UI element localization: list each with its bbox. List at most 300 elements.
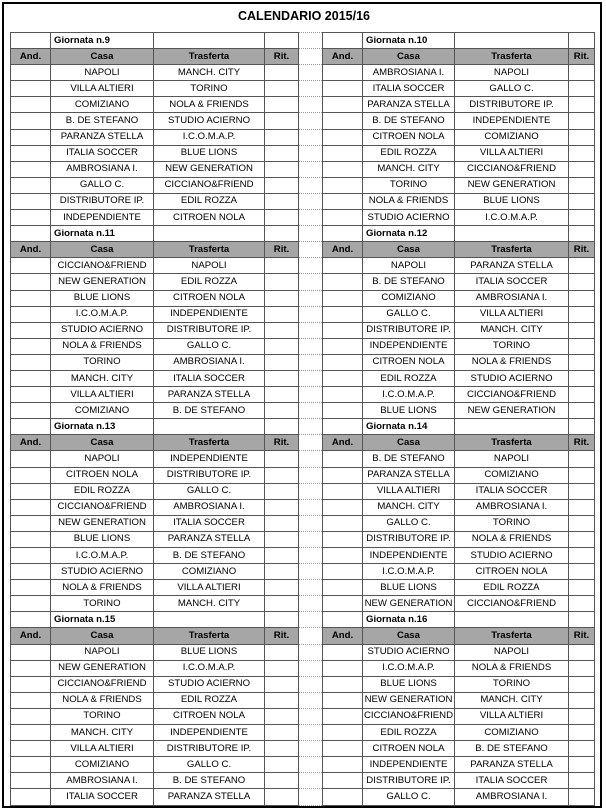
gap-cell: [299, 467, 323, 483]
header-trasferta: Trasferta: [154, 628, 265, 644]
home-team: NAPOLI: [363, 258, 455, 274]
rit-score-cell: [265, 708, 299, 724]
column-header-row: [11, 242, 595, 258]
home-team: INDEPENDIENTE: [363, 338, 455, 354]
home-team: DISTRIBUTORE IP.: [363, 531, 455, 547]
gap-cell: [299, 338, 323, 354]
rit-score-cell: [265, 161, 299, 177]
and-score-cell: [323, 258, 363, 274]
gap-cell: [299, 322, 323, 338]
away-team: STUDIO ACIERNO: [455, 548, 569, 564]
header-rit: Rit.: [265, 435, 299, 451]
home-team: B. DE STEFANO: [363, 113, 455, 129]
rit-score-cell: [265, 65, 299, 81]
rit-score-cell: [569, 193, 595, 209]
rit-score-cell: [265, 741, 299, 757]
home-team: B. DE STEFANO: [51, 113, 154, 129]
rit-score-cell: [265, 258, 299, 274]
home-team: VILLA ALTIERI: [363, 483, 455, 499]
home-team: NEW GENERATION: [51, 515, 154, 531]
and-score-cell: [11, 580, 51, 596]
away-team: GALLO C.: [154, 338, 265, 354]
header-and: And.: [11, 435, 51, 451]
blank-cell: [323, 419, 363, 435]
away-team: I.C.O.M.A.P.: [455, 210, 569, 226]
home-team: CICCIANO&FRIEND: [51, 676, 154, 692]
rit-score-cell: [265, 499, 299, 515]
rit-score-cell: [569, 564, 595, 580]
gap-cell: [299, 145, 323, 161]
home-team: DISTRIBUTORE IP.: [363, 773, 455, 789]
rit-score-cell: [569, 338, 595, 354]
gap-cell: [299, 129, 323, 145]
gap-cell: [299, 741, 323, 757]
away-team: ITALIA SOCCER: [455, 483, 569, 499]
away-team: TORINO: [455, 676, 569, 692]
home-team: NOLA & FRIENDS: [51, 338, 154, 354]
away-team: COMIZIANO: [455, 129, 569, 145]
matchday-title-row: [11, 226, 595, 242]
gap-cell: [299, 210, 323, 226]
away-team: TORINO: [455, 515, 569, 531]
gap-cell: [299, 725, 323, 741]
home-team: CITROEN NOLA: [51, 467, 154, 483]
away-team: NEW GENERATION: [455, 403, 569, 419]
and-score-cell: [11, 515, 51, 531]
rit-score-cell: [265, 193, 299, 209]
rit-score-cell: [569, 499, 595, 515]
and-score-cell: [323, 660, 363, 676]
column-header-row: [11, 628, 595, 644]
home-team: CITROEN NOLA: [363, 129, 455, 145]
away-team: B. DE STEFANO: [154, 773, 265, 789]
away-team: TORINO: [154, 81, 265, 97]
match-row: [11, 274, 595, 290]
away-team: B. DE STEFANO: [154, 403, 265, 419]
rit-score-cell: [569, 290, 595, 306]
gap-cell: [299, 692, 323, 708]
rit-score-cell: [569, 548, 595, 564]
home-team: GALLO C.: [363, 515, 455, 531]
gap-cell: [299, 49, 323, 65]
calendar-title: CALENDARIO 2015/16: [238, 9, 370, 23]
home-team: COMIZIANO: [51, 97, 154, 113]
gap-cell: [299, 596, 323, 612]
match-row: [11, 725, 595, 741]
match-row: [11, 145, 595, 161]
away-team: NOLA & FRIENDS: [455, 354, 569, 370]
home-team: PARANZA STELLA: [363, 467, 455, 483]
gap-cell: [299, 177, 323, 193]
away-team: NAPOLI: [455, 451, 569, 467]
home-team: GALLO C.: [363, 789, 455, 805]
header-and: And.: [323, 242, 363, 258]
away-team: NEW GENERATION: [154, 161, 265, 177]
home-team: CITROEN NOLA: [363, 741, 455, 757]
home-team: GALLO C.: [51, 177, 154, 193]
gap-cell: [299, 548, 323, 564]
rit-score-cell: [569, 676, 595, 692]
home-team: PARANZA STELLA: [51, 129, 154, 145]
and-score-cell: [323, 65, 363, 81]
and-score-cell: [11, 725, 51, 741]
home-team: GALLO C.: [363, 306, 455, 322]
rit-score-cell: [569, 483, 595, 499]
match-row: [11, 548, 595, 564]
home-team: NAPOLI: [51, 451, 154, 467]
rit-score-cell: [569, 644, 595, 660]
schedule-table: [10, 32, 595, 806]
rit-score-cell: [265, 113, 299, 129]
and-score-cell: [11, 644, 51, 660]
gap-cell: [299, 193, 323, 209]
and-score-cell: [11, 354, 51, 370]
and-score-cell: [11, 370, 51, 386]
and-score-cell: [11, 708, 51, 724]
gap-cell: [299, 419, 323, 435]
away-team: NEW GENERATION: [455, 177, 569, 193]
gap-cell: [299, 660, 323, 676]
rit-score-cell: [265, 81, 299, 97]
header-and: And.: [323, 435, 363, 451]
header-rit: Rit.: [265, 49, 299, 65]
and-score-cell: [11, 387, 51, 403]
header-rit: Rit.: [265, 242, 299, 258]
away-team: BLUE LIONS: [154, 644, 265, 660]
rit-score-cell: [265, 676, 299, 692]
rit-score-cell: [265, 773, 299, 789]
home-team: BLUE LIONS: [363, 580, 455, 596]
blank-cell: [11, 612, 51, 628]
rit-score-cell: [569, 403, 595, 419]
and-score-cell: [11, 403, 51, 419]
away-team: ITALIA SOCCER: [154, 370, 265, 386]
match-row: [11, 676, 595, 692]
rit-score-cell: [265, 692, 299, 708]
and-score-cell: [323, 210, 363, 226]
rit-score-cell: [569, 354, 595, 370]
away-team: DISTRIBUTORE IP.: [455, 97, 569, 113]
rit-score-cell: [569, 725, 595, 741]
away-team: NAPOLI: [154, 258, 265, 274]
rit-score-cell: [569, 451, 595, 467]
and-score-cell: [323, 580, 363, 596]
home-team: BLUE LIONS: [363, 676, 455, 692]
rit-score-cell: [265, 789, 299, 805]
and-score-cell: [323, 789, 363, 805]
match-row: [11, 789, 595, 805]
header-and: And.: [11, 628, 51, 644]
gap-cell: [299, 612, 323, 628]
gap-cell: [299, 435, 323, 451]
away-team: VILLA ALTIERI: [455, 145, 569, 161]
home-team: BLUE LIONS: [51, 290, 154, 306]
and-score-cell: [11, 692, 51, 708]
and-score-cell: [323, 338, 363, 354]
and-score-cell: [11, 145, 51, 161]
away-team: NOLA & FRIENDS: [455, 660, 569, 676]
rit-score-cell: [265, 387, 299, 403]
rit-score-cell: [265, 290, 299, 306]
match-row: [11, 451, 595, 467]
match-row: [11, 65, 595, 81]
rit-score-cell: [265, 548, 299, 564]
blank-cell: [154, 226, 265, 242]
home-team: CICCIANO&FRIEND: [51, 258, 154, 274]
and-score-cell: [11, 548, 51, 564]
and-score-cell: [11, 210, 51, 226]
blank-cell: [154, 612, 265, 628]
away-team: STUDIO ACIERNO: [455, 370, 569, 386]
away-team: PARANZA STELLA: [154, 387, 265, 403]
matchday-title-row: [11, 419, 595, 435]
and-score-cell: [323, 451, 363, 467]
and-score-cell: [11, 113, 51, 129]
rit-score-cell: [569, 177, 595, 193]
blank-cell: [455, 612, 569, 628]
rit-score-cell: [265, 564, 299, 580]
away-team: COMIZIANO: [154, 564, 265, 580]
header-trasferta: Trasferta: [154, 242, 265, 258]
rit-score-cell: [265, 97, 299, 113]
home-team: ITALIA SOCCER: [51, 145, 154, 161]
home-team: COMIZIANO: [363, 290, 455, 306]
home-team: ITALIA SOCCER: [363, 81, 455, 97]
rit-score-cell: [569, 274, 595, 290]
and-score-cell: [11, 290, 51, 306]
home-team: EDIL ROZZA: [363, 370, 455, 386]
and-score-cell: [11, 338, 51, 354]
gap-cell: [299, 757, 323, 773]
away-team: B. DE STEFANO: [154, 548, 265, 564]
matchday-title: Giornata n.12: [363, 226, 455, 242]
home-team: TORINO: [363, 177, 455, 193]
rit-score-cell: [569, 596, 595, 612]
rit-score-cell: [569, 580, 595, 596]
rit-score-cell: [569, 387, 595, 403]
and-score-cell: [11, 531, 51, 547]
home-team: STUDIO ACIERNO: [51, 564, 154, 580]
away-team: DISTRIBUTORE IP.: [154, 741, 265, 757]
rit-score-cell: [569, 97, 595, 113]
gap-cell: [299, 676, 323, 692]
away-team: COMIZIANO: [455, 467, 569, 483]
home-team: I.C.O.M.A.P.: [51, 306, 154, 322]
and-score-cell: [11, 741, 51, 757]
match-row: [11, 306, 595, 322]
home-team: BLUE LIONS: [51, 531, 154, 547]
rit-score-cell: [265, 322, 299, 338]
matchday-title: Giornata n.13: [51, 419, 154, 435]
match-row: [11, 129, 595, 145]
and-score-cell: [11, 676, 51, 692]
and-score-cell: [11, 499, 51, 515]
rit-score-cell: [265, 467, 299, 483]
away-team: NOLA & FRIENDS: [154, 97, 265, 113]
and-score-cell: [11, 773, 51, 789]
and-score-cell: [11, 789, 51, 805]
home-team: VILLA ALTIERI: [51, 81, 154, 97]
away-team: BLUE LIONS: [154, 145, 265, 161]
home-team: I.C.O.M.A.P.: [51, 548, 154, 564]
header-casa: Casa: [51, 628, 154, 644]
and-score-cell: [11, 564, 51, 580]
home-team: I.C.O.M.A.P.: [363, 660, 455, 676]
and-score-cell: [323, 177, 363, 193]
and-score-cell: [11, 81, 51, 97]
and-score-cell: [323, 370, 363, 386]
gap-cell: [299, 242, 323, 258]
blank-cell: [265, 419, 299, 435]
and-score-cell: [11, 193, 51, 209]
home-team: INDEPENDIENTE: [363, 757, 455, 773]
match-row: [11, 515, 595, 531]
match-row: [11, 660, 595, 676]
rit-score-cell: [569, 161, 595, 177]
and-score-cell: [323, 644, 363, 660]
blank-cell: [569, 226, 595, 242]
away-team: EDIL ROZZA: [154, 274, 265, 290]
match-row: [11, 483, 595, 499]
and-score-cell: [323, 596, 363, 612]
home-team: STUDIO ACIERNO: [363, 210, 455, 226]
home-team: MANCH. CITY: [363, 161, 455, 177]
match-row: [11, 193, 595, 209]
header-and: And.: [323, 628, 363, 644]
match-row: [11, 596, 595, 612]
home-team: MANCH. CITY: [363, 499, 455, 515]
match-row: [11, 757, 595, 773]
and-score-cell: [323, 113, 363, 129]
match-row: [11, 210, 595, 226]
away-team: INDEPENDIENTE: [455, 113, 569, 129]
match-row: [11, 113, 595, 129]
gap-cell: [299, 113, 323, 129]
away-team: CITROEN NOLA: [154, 708, 265, 724]
and-score-cell: [323, 548, 363, 564]
and-score-cell: [323, 531, 363, 547]
and-score-cell: [11, 467, 51, 483]
away-team: PARANZA STELLA: [455, 757, 569, 773]
rit-score-cell: [569, 145, 595, 161]
home-team: TORINO: [51, 708, 154, 724]
home-team: EDIL ROZZA: [363, 725, 455, 741]
and-score-cell: [11, 65, 51, 81]
header-trasferta: Trasferta: [455, 242, 569, 258]
match-row: [11, 370, 595, 386]
header-casa: Casa: [51, 49, 154, 65]
rit-score-cell: [569, 515, 595, 531]
blank-cell: [265, 612, 299, 628]
blank-cell: [569, 419, 595, 435]
rit-score-cell: [569, 467, 595, 483]
match-row: [11, 338, 595, 354]
away-team: VILLA ALTIERI: [455, 306, 569, 322]
rit-score-cell: [265, 757, 299, 773]
and-score-cell: [323, 757, 363, 773]
rit-score-cell: [569, 129, 595, 145]
away-team: PARANZA STELLA: [154, 789, 265, 805]
matchday-title: Giornata n.11: [51, 226, 154, 242]
and-score-cell: [323, 708, 363, 724]
away-team: MANCH. CITY: [455, 322, 569, 338]
blank-cell: [265, 33, 299, 49]
gap-cell: [299, 226, 323, 242]
rit-score-cell: [569, 210, 595, 226]
and-score-cell: [11, 177, 51, 193]
away-team: GALLO C.: [455, 81, 569, 97]
home-team: MANCH. CITY: [51, 370, 154, 386]
blank-cell: [323, 33, 363, 49]
header-and: And.: [11, 49, 51, 65]
match-row: [11, 644, 595, 660]
gap-cell: [299, 628, 323, 644]
and-score-cell: [11, 757, 51, 773]
home-team: NEW GENERATION: [51, 274, 154, 290]
match-row: [11, 177, 595, 193]
header-casa: Casa: [363, 242, 455, 258]
match-row: [11, 290, 595, 306]
rit-score-cell: [569, 773, 595, 789]
rit-score-cell: [265, 451, 299, 467]
gap-cell: [299, 274, 323, 290]
column-header-row: [11, 49, 595, 65]
away-team: AMBROSIANA I.: [154, 354, 265, 370]
rit-score-cell: [569, 322, 595, 338]
away-team: INDEPENDIENTE: [154, 451, 265, 467]
rit-score-cell: [265, 580, 299, 596]
and-score-cell: [323, 692, 363, 708]
header-trasferta: Trasferta: [455, 49, 569, 65]
away-team: AMBROSIANA I.: [455, 789, 569, 805]
home-team: NOLA & FRIENDS: [51, 580, 154, 596]
home-team: EDIL ROZZA: [51, 483, 154, 499]
rit-score-cell: [265, 725, 299, 741]
and-score-cell: [323, 274, 363, 290]
and-score-cell: [11, 483, 51, 499]
home-team: NOLA & FRIENDS: [51, 692, 154, 708]
and-score-cell: [11, 322, 51, 338]
away-team: CITROEN NOLA: [154, 210, 265, 226]
match-row: [11, 97, 595, 113]
away-team: NAPOLI: [455, 644, 569, 660]
header-trasferta: Trasferta: [154, 435, 265, 451]
and-score-cell: [323, 290, 363, 306]
and-score-cell: [11, 596, 51, 612]
gap-cell: [299, 97, 323, 113]
home-team: EDIL ROZZA: [363, 145, 455, 161]
header-casa: Casa: [51, 242, 154, 258]
away-team: CICCIANO&FRIEND: [455, 596, 569, 612]
rit-score-cell: [265, 596, 299, 612]
and-score-cell: [323, 161, 363, 177]
header-casa: Casa: [363, 49, 455, 65]
match-row: [11, 322, 595, 338]
blank-cell: [455, 419, 569, 435]
rit-score-cell: [569, 81, 595, 97]
away-team: CITROEN NOLA: [154, 290, 265, 306]
gap-cell: [299, 483, 323, 499]
and-score-cell: [11, 258, 51, 274]
and-score-cell: [323, 741, 363, 757]
header-and: And.: [11, 242, 51, 258]
away-team: INDEPENDIENTE: [154, 306, 265, 322]
and-score-cell: [11, 97, 51, 113]
match-row: [11, 708, 595, 724]
matchday-title: Giornata n.14: [363, 419, 455, 435]
rit-score-cell: [265, 354, 299, 370]
home-team: NOLA & FRIENDS: [363, 193, 455, 209]
